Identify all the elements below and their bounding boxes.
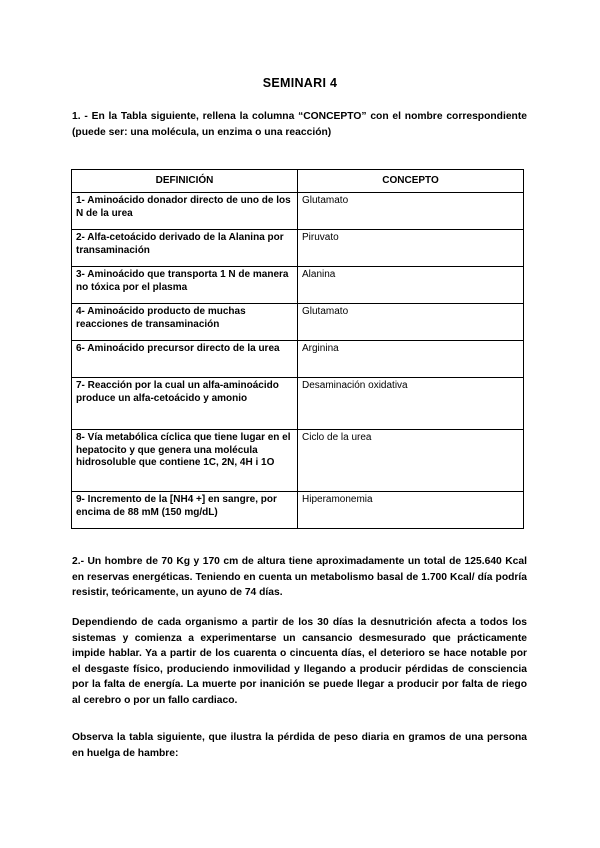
definition-cell: 8- Vía metabólica cíclica que tiene lugar en el hepatocito y que genera una molécula hidrosoluble que contiene 1C, 2N, 4H i 1O	[72, 430, 298, 492]
table-row	[72, 430, 524, 492]
table-row	[72, 341, 524, 378]
header-concept: CONCEPTO	[298, 170, 524, 193]
concept-cell[interactable]: Piruvato	[298, 230, 524, 267]
table-row	[72, 230, 524, 267]
table-header-row	[72, 170, 524, 193]
table-row	[72, 378, 524, 430]
concept-cell[interactable]: Alanina	[298, 267, 524, 304]
table-row	[72, 267, 524, 304]
definition-cell: 7- Reacción por la cual un alfa-aminoácido produce un alfa-cetoácido y amonio	[72, 378, 298, 430]
page-title: SEMINARI 4	[262, 76, 338, 90]
concept-cell[interactable]: Desaminación oxidativa	[298, 378, 524, 430]
concept-cell[interactable]: Ciclo de la urea	[298, 430, 524, 492]
concept-cell[interactable]: Glutamato	[298, 304, 524, 341]
definition-cell: 1- Aminoácido donador directo de uno de los N de la urea	[72, 193, 298, 230]
concept-table	[71, 169, 524, 529]
desnutricion-paragraph: Dependiendo de cada organismo a partir de los 30 días la desnutrición afecta a todos los sistemas y comienza a experimentarse un cansancio desmesurado que prácticamente impide hablar. Ya a partir de los cuarenta o cincuenta días, el deterioro se hace notable por el desgaste físico, produciendo inmovilidad y llegando a producir pérdidas de consciencia por la falta de energía. La muerte por inanición se puede llegar a producir por falta de riego al cerebro o por un fallo cardiaco.	[72, 617, 527, 706]
concept-cell[interactable]: Glutamato	[298, 193, 524, 230]
definition-cell: 3- Aminoácido que transporta 1 N de manera no tóxica por el plasma	[72, 267, 298, 304]
definition-cell: 2- Alfa-cetoácido derivado de la Alanina por transaminación	[72, 230, 298, 267]
concept-cell[interactable]: Arginina	[298, 341, 524, 378]
definition-cell: 9- Incremento de la [NH4 +] en sangre, por encima de 88 mM (150 mg/dL)	[72, 492, 298, 529]
table-row	[72, 193, 524, 230]
question-2-text: 2.- Un hombre de 70 Kg y 170 cm de altura tiene aproximadamente un total de 125.640 Kcal en reservas energéticas. Teniendo en cuenta un metabolismo basal de 1.700 Kcal/ día podría resistir, teóricamente, un ayuno de 74 días.	[72, 556, 527, 598]
header-definition: DEFINICIÓN	[72, 170, 298, 193]
table-row	[72, 492, 524, 529]
table-row	[72, 304, 524, 341]
concept-cell[interactable]: Hiperamonemia	[298, 492, 524, 529]
definition-cell: 6- Aminoácido precursor directo de la urea	[72, 341, 298, 378]
observa-paragraph: Observa la tabla siguiente, que ilustra la pérdida de peso diaria en gramos de una persona en huelga de hambre:	[72, 732, 527, 759]
definition-cell: 4- Aminoácido producto de muchas reacciones de transaminación	[72, 304, 298, 341]
question-1-text: 1. - En la Tabla siguiente, rellena la columna “CONCEPTO” con el nombre correspondiente (puede ser: una molécula, un enzima o una reacción)	[72, 111, 527, 138]
